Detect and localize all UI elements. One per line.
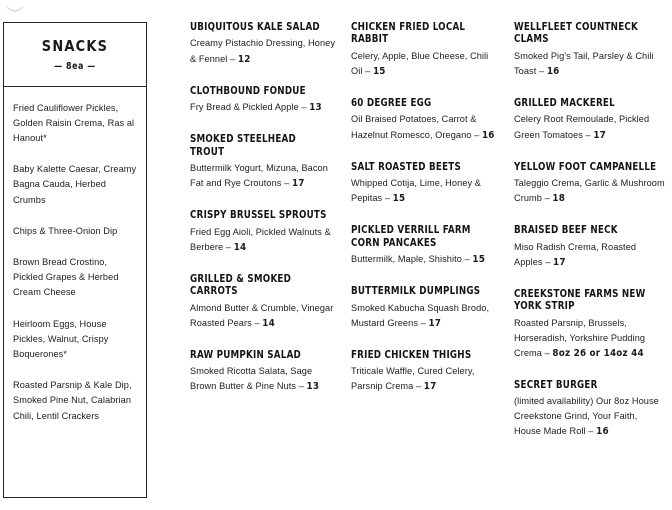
- menu-item-name: CRISPY BRUSSEL SPROUTS: [190, 210, 327, 222]
- menu-item-name: YELLOW FOOT CAMPANELLE: [514, 161, 657, 173]
- menu-item-name: WELLFLEET COUNTNECK CLAMS: [514, 22, 639, 46]
- menu-item-name: GRILLED MACKEREL: [514, 98, 615, 109]
- menu-item: [514, 289, 666, 361]
- snack-item: Chips & Three-Onion Dip: [13, 225, 118, 236]
- menu-item-price: 13: [309, 102, 322, 113]
- menu-item-description: Fry Bread & Pickled Apple – 13: [190, 102, 322, 113]
- menu-item-description: Smoked Pig's Tail, Parsley & Chili Toast – 16: [514, 50, 654, 77]
- menu-item: [190, 210, 338, 255]
- menu-item-price: 17: [428, 317, 442, 329]
- menu-item-price: 16: [546, 65, 560, 77]
- menu-item-price: 8oz 26 or 14oz 44: [552, 347, 644, 359]
- menu-item-price: 12: [237, 53, 251, 65]
- menu-item-price: 14: [233, 241, 247, 253]
- menu-item: [190, 22, 338, 67]
- menu-item-description: Celery Root Remoulade, Pickled Green Tomatoes – 17: [514, 114, 650, 141]
- menu-item-price: 17: [423, 381, 437, 393]
- menu-item: [514, 380, 666, 440]
- snack-item: Fried Cauliflower Pickles, Golden Raisin Crema, Ras al Hanout*: [13, 102, 135, 143]
- menu-item-price: 15: [372, 65, 386, 77]
- snacks-panel: [3, 22, 147, 498]
- menu-item-price: 18: [552, 193, 566, 205]
- menu-item-name: CREEKSTONE FARMS NEW YORK STRIP: [514, 288, 646, 313]
- menu-item-name: SMOKED STEELHEAD TROUT: [190, 134, 296, 158]
- menu-item-price: 17: [291, 178, 305, 189]
- menu-item: [514, 98, 666, 143]
- menu-item-description: (limited availability) Our 8oz House Creekstone Grind, Your Faith, House Made Roll – 16: [514, 396, 659, 438]
- menu-item-description: Buttermilk Yogurt, Mizuna, Bacon Fat and Rye Croutons – 17: [190, 162, 328, 189]
- menu-item-description: Almond Butter & Crumble, Vinegar Roasted Pears – 14: [190, 302, 334, 329]
- snack-item: Brown Bread Crostino, Pickled Grapes & Herbed Cream Cheese: [13, 256, 119, 298]
- menu-item-description: Miso Radish Crema, Roasted Apples – 17: [514, 241, 637, 268]
- menu-item-price: 13: [306, 381, 320, 393]
- snacks-price: — 8ea —: [54, 60, 96, 72]
- menu-item-description: Oil Braised Potatoes, Carrot & Hazelnut Romesco, Oregano – 16: [351, 114, 495, 141]
- menu-item-name: SALT ROASTED BEETS: [351, 161, 461, 173]
- menu-item-name: 60 DEGREE EGG: [351, 98, 432, 109]
- snacks-list: [4, 87, 146, 424]
- snack-item: Heirloom Eggs, House Pickles, Walnut, Crispy Boquerones*: [13, 318, 109, 359]
- menu-item-description: Whipped Cotija, Lime, Honey & Pepitas – 15: [351, 178, 481, 205]
- snacks-title: SNACKS: [41, 37, 109, 55]
- menu-item-price: 16: [481, 129, 495, 141]
- menu-item: [190, 350, 338, 395]
- menu-item-description: Roasted Parsnip, Brussels, Horseradish, Yorkshire Pudding Crema – 8oz 26 or 14oz 44: [514, 317, 646, 359]
- snacks-header: [4, 23, 146, 87]
- menu-item-description: Triticale Waffle, Cured Celery, Parsnip Crema – 17: [351, 366, 475, 393]
- snack-item: Baby Kalette Caesar, Creamy Bagna Cauda, Herbed Crumbs: [13, 164, 137, 205]
- menu-item: [514, 225, 666, 270]
- menu-item: [351, 286, 501, 331]
- menu-item-name: CLOTHBOUND FONDUE: [190, 85, 306, 97]
- menu-item: [190, 86, 338, 116]
- menu-item-price: 17: [553, 256, 566, 268]
- menu-item-price: 15: [392, 193, 406, 205]
- chevron-down-icon: [6, 5, 24, 15]
- menu-item: [190, 134, 338, 191]
- menu-item-price: 15: [472, 254, 486, 265]
- menu-item-name: UBIQUITOUS KALE SALAD: [190, 22, 320, 33]
- menu-item: [351, 162, 501, 207]
- menu-column-2: [190, 22, 338, 413]
- menu-item: [351, 350, 501, 395]
- snack-item: Roasted Parsnip & Kale Dip, Smoked Pine Nut, Calabrian Chili, Lentil Crackers: [13, 380, 132, 421]
- menu-column-4: [514, 22, 666, 459]
- menu-item: [190, 274, 338, 331]
- menu-item-description: Celery, Apple, Blue Cheese, Chili Oil – 15: [351, 50, 489, 77]
- menu-item: [351, 22, 501, 79]
- menu-item: [351, 98, 501, 143]
- menu-item: [514, 162, 666, 207]
- menu-item-name: FRIED CHICKEN THIGHS: [351, 349, 472, 361]
- menu-item: [351, 225, 501, 267]
- menu-item-name: BUTTERMILK DUMPLINGS: [351, 286, 481, 298]
- menu-item-description: Fried Egg Aioli, Pickled Walnuts & Berbere – 14: [190, 226, 331, 253]
- menu-item-price: 16: [596, 426, 609, 438]
- menu-item-description: Smoked Ricotta Salata, Sage Brown Butter & Pine Nuts – 13: [190, 366, 320, 393]
- menu-item-description: Buttermilk, Maple, Shishito – 15: [351, 254, 486, 265]
- menu-column-3: [351, 22, 501, 413]
- menu-item-name: SECRET BURGER: [514, 379, 598, 391]
- menu-item-name: CHICKEN FRIED LOCAL RABBIT: [351, 22, 466, 46]
- menu-item: [514, 22, 666, 79]
- menu-item-description: Taleggio Crema, Garlic & Mushroom Crumb – 18: [514, 178, 665, 205]
- menu-item-name: BRAISED BEEF NECK: [514, 225, 618, 237]
- menu-item-name: RAW PUMPKIN SALAD: [190, 349, 302, 361]
- menu-item-name: PICKLED VERRILL FARM CORN PANCAKES: [351, 225, 471, 249]
- menu-item-description: Smoked Kabucha Squash Brodo, Mustard Greens – 17: [351, 302, 490, 329]
- menu-item-name: GRILLED & SMOKED CARROTS: [190, 273, 292, 298]
- menu-item-price: 14: [262, 317, 275, 329]
- menu-item-price: 17: [593, 129, 606, 141]
- menu-item-description: Creamy Pistachio Dressing, Honey & Fennel – 12: [190, 38, 336, 65]
